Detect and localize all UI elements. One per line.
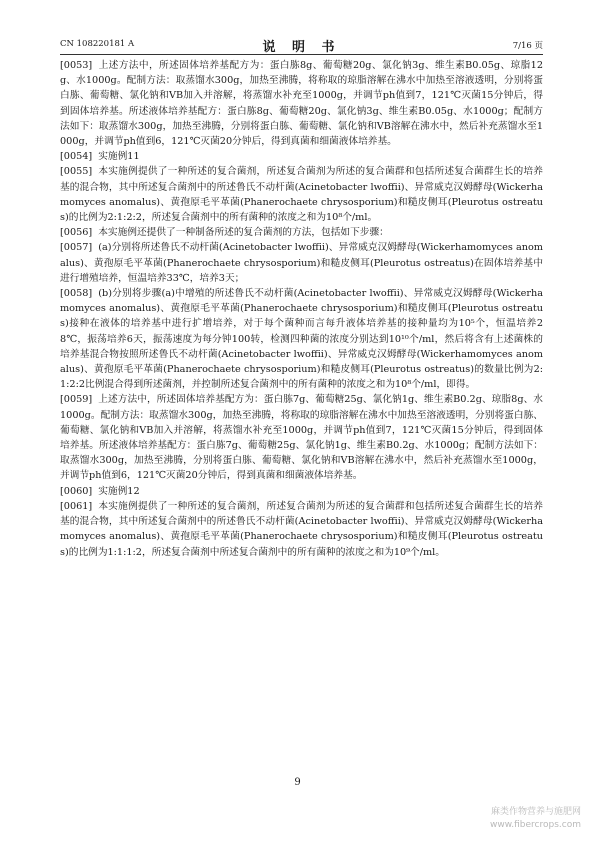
watermark-title: 麻类作物营养与施肥网 [490,807,581,817]
paragraph [60,499,543,560]
paragraph-text: 本实施例提供了一种所述的复合菌剂，所述复合菌剂为所述的复合菌群和包括所述复合菌群生长的培养基的混合物，其中所述复合菌剂中的所述鲁氏不动杆菌(Acinetobacter lwoffii)、异常威克汉姆酵母(Wickerhamomyces anomalus)、黄孢原毛平革菌(Phanerochaete chrysosporium)和糙皮侧耳(Pleurotus ostreatus)的比例为2:1:2:2，所述复合菌剂中的所有菌种的浓度之和为10⁸个/ml。 [60,166,543,224]
paragraph-number: [0056] [60,227,93,239]
paragraph [60,164,543,225]
paragraph-number: [0059] [60,394,93,406]
paragraph-number: [0053] [60,60,93,71]
document-body [60,58,543,560]
watermark [490,806,581,832]
page-indicator: 7/16 页 [512,41,543,51]
page-header [60,36,543,55]
section-heading: 实施例11 [98,151,140,163]
paragraph-text: (a)分别将所述鲁氏不动杆菌(Acinetobacter lwoffii)、异常威克汉姆酵母(Wickerhamomyces anomalus)、黄孢原毛平革菌(Phanerochaete chrysosporium)和糙皮侧耳(Pleurotus ostreatus)在固体培养基中进行增殖培养，恒温培养33℃，培养3天； [60,242,543,284]
paragraph-text: 本实施例提供了一种所述的复合菌剂，所述复合菌剂为所述的复合菌群和包括所述复合菌群生长的培养基的混合物，其中所述复合菌剂中的所述鲁氏不动杆菌(Acinetobacter lwoffii)、异常威克汉姆酵母(Wickerhamomyces anomalus)、黄孢原毛平革菌(Phanerochaete chrysosporium)和糙皮侧耳(Pleurotus ostreatus)的比例为1:1:1:2，所述复合菌剂中所述复合菌剂中的所有菌种的浓度之和为10⁹个/ml。 [60,500,543,558]
page-number: 9 [294,777,301,788]
paragraph-text: 本实施例还提供了一种制备所述的复合菌剂的方法，包括如下步骤： [98,227,389,239]
header-rule [60,54,543,55]
paragraph-number: [0060] [60,485,93,497]
paragraph-number: [0057] [60,242,93,254]
paragraph [60,392,543,483]
paragraph-number: [0058] [60,288,93,300]
section-heading: 实施例12 [98,485,140,497]
paragraph-number: [0055] [60,166,93,178]
document-title: 说 明 书 [262,40,341,55]
paragraph-text: (b)分别将步骤(a)中增殖的所述鲁氏不动杆菌(Acinetobacter lwoffii)、异常威克汉姆酵母(Wickerhamomyces anomalus)、黄孢原毛平革菌(Phanerochaete chrysosporium)和糙皮侧耳(Pleurotus ostreatus)接种在液体的培养基中进行扩增培养，对于每个菌种而言每升液体培养基的接种量均为10⁵个，恒温培养28℃，振荡培养6天，振荡速度为每分钟100转，检测四种菌的浓度分别达到10¹⁰个/ml，然后将含有上述菌株的培养基混合物按照所述鲁氏不动杆菌(Acinetobacter lwoffii)、异常威克汉姆酵母(Wickerhamomyces anomalus)、黄孢原毛平革菌(Phanerochaete chrysosporium)和糙皮侧耳(Pleurotus ostreatus)的数量比例为2:1:2:2比例混合得到所述菌剂，并控制所述复合菌剂中的所有菌种的浓度之和为10⁸个/ml，即得。 [60,288,543,391]
paragraph-text: 上述方法中，所述固体培养基配方为：蛋白胨7g、葡萄糖25g、氯化钠1g、维生素B0.2g、琼脂8g、水1000g。配制方法：取蒸馏水300g，加热至沸腾，将称取的琼脂溶解在沸水中加热至溶液透明，分别将蛋白胨、葡萄糖、氯化钠和VB加入并溶解，将蒸馏水补充至1000g，并调节ph值到7，121℃灭菌15分钟后，得到固体培养基。所述液体培养基配方：蛋白胨7g、葡萄糖25g、氯化钠1g、维生素B0.2g、水1000g；配制方法如下：取蒸馏水300g，加热至沸腾，分别将蛋白胨、葡萄糖、氯化钠和VB溶解在沸水中，然后补充蒸馏水至1000g，并调节ph值到6，121℃灭菌20分钟后，得到真菌和细菌液体培养基。 [60,394,543,482]
paragraph [60,149,543,164]
paragraph-number: [0061] [60,500,93,512]
publication-number: CN 108220181 A [60,39,135,49]
paragraph [60,484,543,499]
paragraph-text: 上述方法中，所述固体培养基配方为：蛋白胨8g、葡萄糖20g、氯化钠3g、维生素B0.05g、琼脂12g、水1000g。配制方法：取蒸馏水300g，加热至沸腾，将称取的琼脂溶解在沸水中加热至溶液透明，分别将蛋白胨、葡萄糖、氯化钠和VB加入并溶解，将蒸馏水补充至1000g，并调节ph值到7，121℃灭菌15分钟后，得到固体培养基。所述液体培养基配方：蛋白胨8g、葡萄糖20g、氯化钠3g、维生素B0.05g、水1000g；配制方法如下：取蒸馏水300g，加热至沸腾，分别将蛋白胨、葡萄糖、氯化钠和VB溶解在沸水中，然后补充蒸馏水至1000g，并调节ph值到6，121℃灭菌20分钟后，得到真菌和细菌液体培养基。 [60,60,543,148]
paragraph [60,225,543,240]
watermark-url: www.fibercrops.com [490,820,581,830]
paragraph [60,240,543,286]
paragraph [60,286,543,392]
paragraph-number: [0054] [60,151,93,163]
paragraph [60,58,543,149]
